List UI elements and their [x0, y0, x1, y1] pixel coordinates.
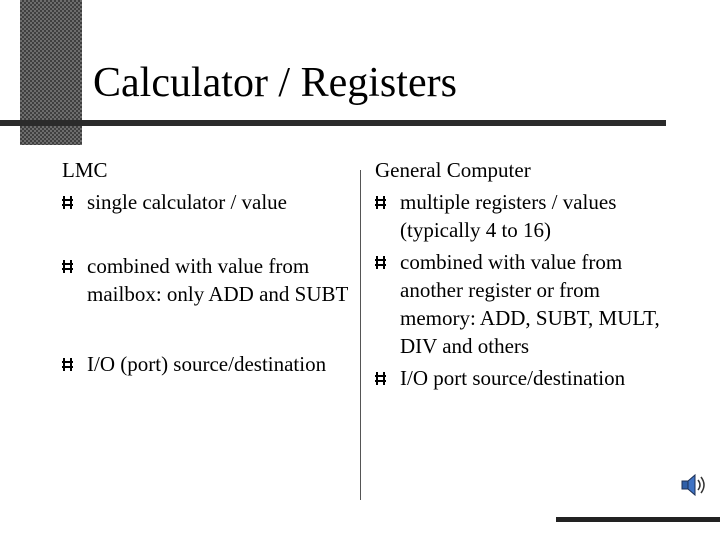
checkered-square-bullet-icon: [62, 196, 73, 209]
right-bullet-3: [375, 364, 675, 392]
title-underline: [0, 120, 666, 126]
left-heading: LMC: [62, 158, 108, 182]
left-bullet-1: [62, 188, 352, 216]
checkered-square-bullet-icon: [375, 372, 386, 385]
checkered-square-bullet-icon: [375, 196, 386, 209]
right-heading: General Computer: [375, 158, 531, 182]
slide-title: Calculator / Registers: [93, 60, 457, 106]
right-bullet-2-text: combined with value from another register or from memory: ADD, SUBT, MULT, DIV and others: [400, 250, 660, 358]
right-bullet-3-text: I/O port source/destination: [400, 366, 626, 390]
checkered-square-bullet-icon: [62, 260, 73, 273]
left-bullet-2: [62, 252, 352, 308]
checkered-square-bullet-icon: [62, 358, 73, 371]
right-bullet-1: [375, 188, 675, 244]
speaker-icon[interactable]: [680, 472, 710, 498]
left-column: [62, 156, 352, 378]
left-bullet-3: [62, 350, 352, 378]
column-divider: [360, 170, 361, 500]
left-bullet-1-text: single calculator / value: [87, 190, 288, 214]
checkered-square-bullet-icon: [375, 256, 386, 269]
left-bullet-3-text: I/O (port) source/destination: [87, 352, 327, 376]
right-column: [375, 156, 675, 392]
right-bullet-2: [375, 248, 675, 360]
footer-rule: [556, 517, 720, 522]
left-bullet-2-text: combined with value from mailbox: only ADD and SUBT: [87, 254, 349, 306]
right-bullet-1-text: multiple registers / values (typically 4 to 16): [400, 190, 617, 242]
